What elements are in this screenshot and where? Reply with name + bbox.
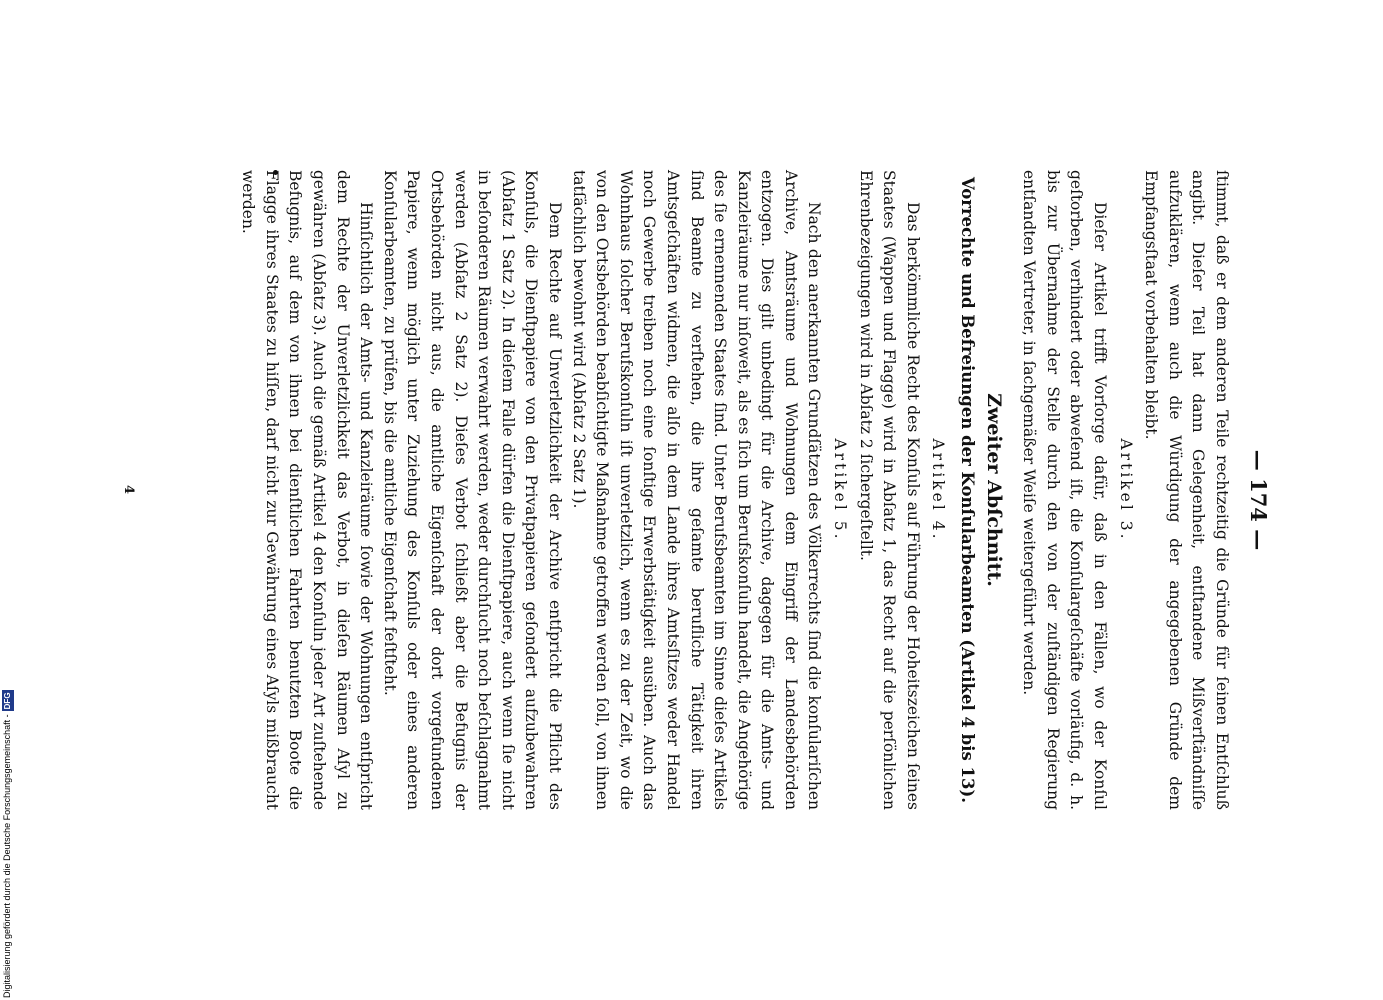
footer-text: Digitalisierung gefördert durch die Deutsche Forschungsgemeinschaft - xyxy=(2,714,12,998)
artikel-5-heading: Artikel 5. xyxy=(831,438,850,542)
artikel-5-paragraph: Nach den anerkannten Grundſätzen des Völkerrechts ſind die konſulariſchen Archive, Amtsräume und Wohnungen dem Eingriff der Landesbehörden entzogen. Dies gilt unbedingt für die Archive, dagegen für die Amts- und Kanzleiräume nur inſoweit, als es ſich um Berufskonſuln handelt, die Angehörige des ſie ernennenden Staates ſind. Unter Berufsbeamten im Sinne dieſes Artikels ſind Beamte zu verſtehen, die ihre geſamte berufliche Tätigkeit ihren Amtsgeſchäften widmen, die alſo in dem Lande ihres Amtsſitzes weder Handel noch Gewerbe treiben noch eine ſonſtige Erwerbstätigkeit ausüben. Auch das Wohnhaus ſolcher Berufskonſuln iſt unverletzlich, wenn es zu der Zeit, wo die von den Ortsbehörden beabſichtigte Maßnahme getroffen werden ſoll, von ihnen tatſächlich bewohnt wird (Abſatz 2 Satz 1). xyxy=(569,170,824,810)
page-body xyxy=(236,170,1233,810)
artikel-3-heading: Artikel 3. xyxy=(1116,438,1135,542)
signature-mark: 4 xyxy=(121,485,136,495)
section-subtitle: Vorrechte und Befreiungen der Konſularbeamten (Artikel 4 bis 13). xyxy=(958,176,978,804)
page-number: — 174 — xyxy=(1246,449,1271,551)
footer-line xyxy=(1,690,14,998)
dfg-logo: DFG xyxy=(3,692,12,710)
section-title: Zweiter Abſchnitt. xyxy=(982,393,1005,587)
artikel-5-paragraph: Dem Rechte auf Unverletzlichkeit der Archive entſpricht die Pflicht des Konſuls, die Dienſtpapiere von den Privatpapieren geſondert aufzubewahren (Abſatz 1 Satz 2). In dieſem Falle dürfen die Dienſtpapiere, auch wenn ſie nicht in beſonderen Räumen verwahrt werden, weder durchſucht noch beſchlagnahmt werden (Abſatz 2 Satz 2). Dieſes Verbot ſchließt aber die Befugnis der Ortsbehörden nicht aus, die amtliche Eigenſchaft der dort vorgefundenen Papiere, wenn möglich unter Zuziehung des Konſuls oder eines anderen Konſularbeamten, zu prüfen, bis die amtliche Eigenſchaft feſtſteht. xyxy=(380,170,564,810)
digitization-footer xyxy=(0,0,20,1000)
artikel-4-heading: Artikel 4. xyxy=(929,438,948,542)
continuation-paragraph: ſtimmt, daß er dem anderen Teile rechtzeitig die Gründe für ſeinen Entſchluß angibt. Dieſer Teil hat dann Gelegenheit, entſtandene Mißverſtändniſſe aufzuklären, wenn auch die Würdigung der angegebenen Gründe dem Empfangsſtaat vorbehalten bleibt. xyxy=(1142,170,1231,810)
artikel-4-text: Das herkömmliche Recht des Konſuls auf Führung der Hoheitszeichen ſeines Staates (Wappen und Flagge) wird in Abſatz 1, das Recht auf die perſönlichen Ehrenbezeigungen wird in Abſatz 2 ſichergeſtellt. xyxy=(856,170,922,810)
artikel-5-paragraph: Hinſichtlich der Amts- und Kanzleiräume ſowie der Wohnungen entſpricht dem Rechte der Unverletzlichkeit das Verbot, in dieſen Räumen Aſyl zu gewähren (Abſatz 3). Auch die gemäß Artikel 4 den Konſuln jeder Art zuſtehende Befugnis, auf dem von ihnen bei dienſtlichen Fahrten benutzten Boote die Flagge ihres Staates zu hiſſen, darf nicht zur Gewährung eines Aſyls mißbraucht werden. xyxy=(239,170,376,810)
artikel-3-text: Dieſer Artikel trifft Vorſorge dafür, daß in den Fällen, wo der Konſul geſtorben, verhindert oder abweſend iſt, die Konſulargeſchäfte vorläufig, d. h. bis zur Übernahme der Stelle durch den von der zuſtändigen Regierung entſandten Vertreter, in ſachgemäßer Weiſe weitergeführt werden. xyxy=(1020,170,1110,810)
